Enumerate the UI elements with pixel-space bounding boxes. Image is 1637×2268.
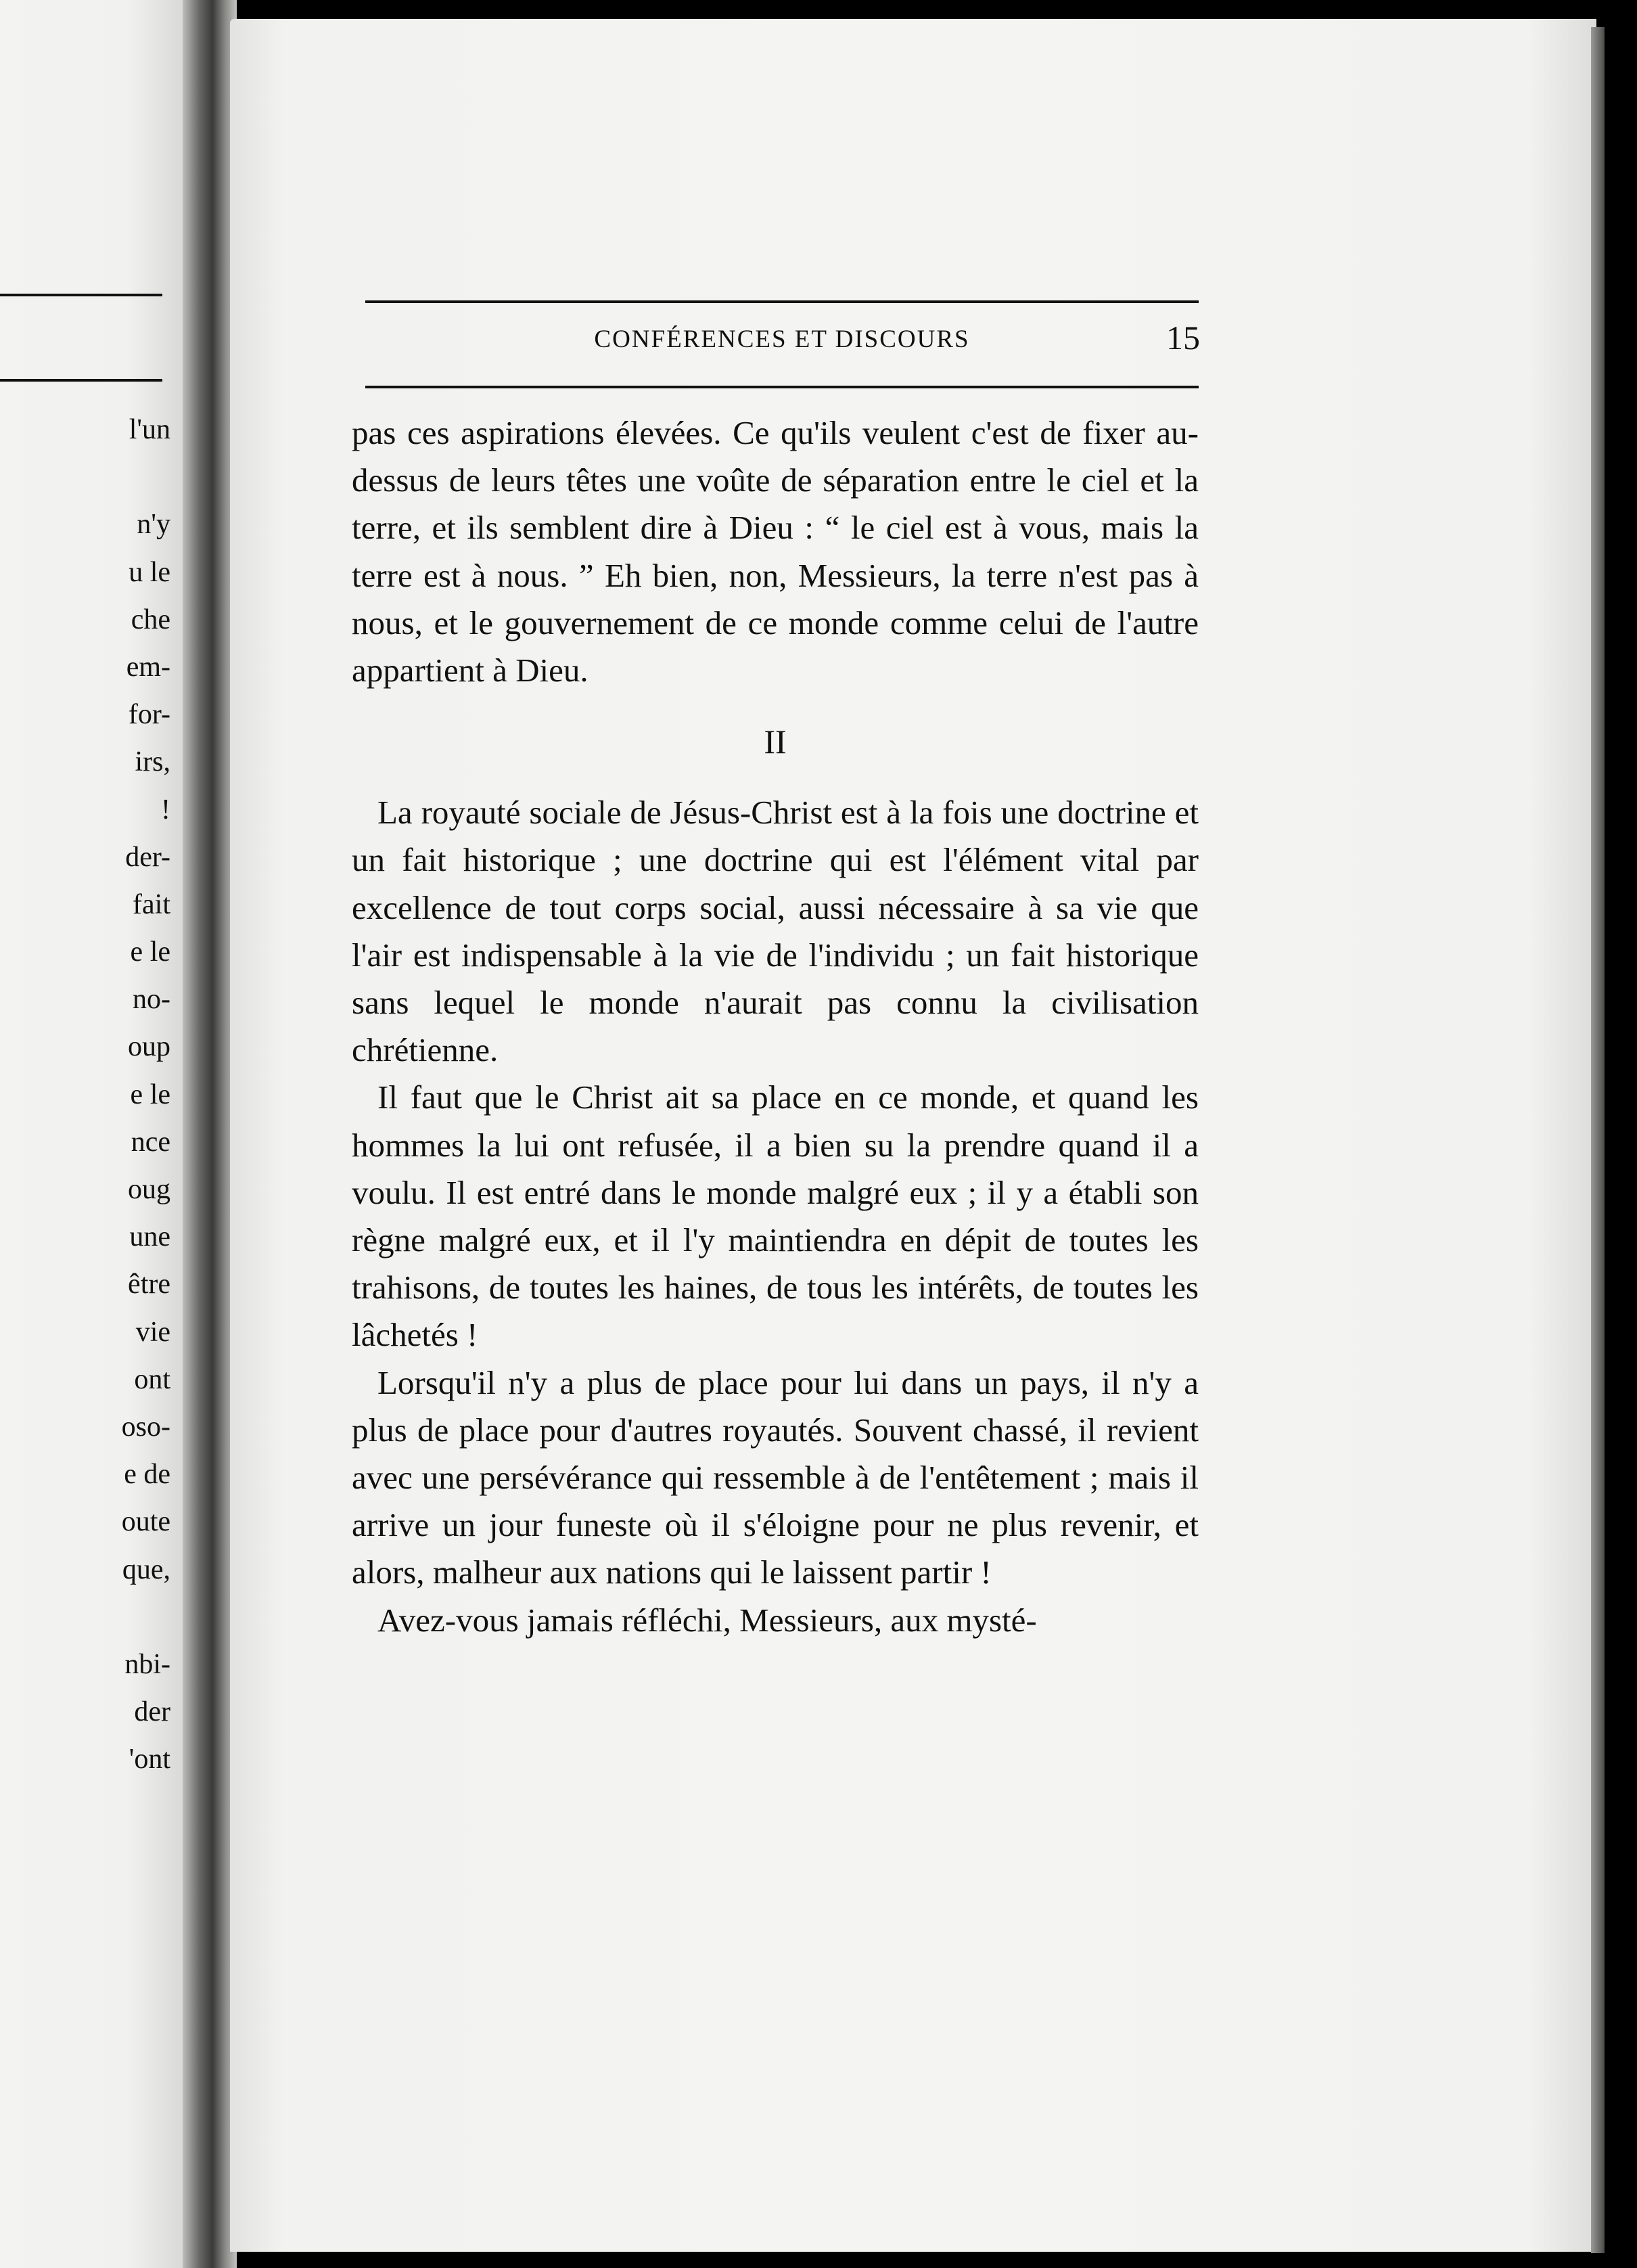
facing-line-end: l'un	[129, 414, 170, 445]
running-title: CONFÉRENCES ET DISCOURS	[594, 325, 970, 353]
page-edge	[1591, 27, 1605, 2253]
facing-line-end: oug	[128, 1174, 170, 1205]
section-heading: II	[764, 723, 787, 761]
facing-line-end: une	[129, 1221, 170, 1253]
paragraph: Lorsqu'il n'y a plus de place pour lui dans un pays, il n'y a plus de place pour d'autres royautés. Souvent chassé, il revient avec une persévérance qui ressemble à de l'entêtement ; mais il arrive un jour funeste où il s'éloigne pour ne plus revenir, et alors, malheur aux nations qui le laissent partir !	[352, 1363, 1199, 1591]
facing-line-end: em-	[126, 651, 170, 683]
facing-line-end: for-	[128, 699, 170, 731]
paragraph: Avez-vous jamais réfléchi, Messieurs, aux mysté-	[377, 1601, 1037, 1639]
facing-line-end	[0, 453, 170, 501]
header-rule-top	[365, 300, 1199, 303]
facing-line-end: vie	[135, 1316, 170, 1348]
book-gutter	[183, 0, 237, 2268]
facing-line-end: oute	[121, 1506, 170, 1538]
header-rule-bottom	[365, 386, 1199, 388]
facing-line-end: que,	[122, 1553, 170, 1585]
facing-line-end: !	[161, 794, 170, 825]
facing-line-end: 'ont	[129, 1744, 170, 1775]
body-text	[352, 409, 1199, 1644]
facing-line-end: u le	[129, 556, 170, 588]
facing-line-end: nce	[131, 1126, 170, 1158]
facing-line-end: che	[131, 604, 170, 635]
facing-line-end	[0, 1593, 170, 1641]
facing-line-end: e le	[130, 936, 170, 968]
facing-line-end: der-	[125, 841, 170, 873]
facing-line-end: oso-	[121, 1411, 170, 1443]
facing-line-ends	[0, 406, 170, 1783]
facing-line-end: irs,	[135, 746, 170, 778]
facing-line-end: e de	[124, 1459, 170, 1491]
facing-page	[0, 0, 183, 2268]
facing-line-end: nbi-	[124, 1648, 170, 1680]
facing-line-end: der	[134, 1696, 170, 1728]
paragraph: Il faut que le Christ ait sa place en ce monde, et quand les hommes la lui ont refusée, il a bien su la prendre quand il a voulu. Il est entré dans le monde malgré eux ; il y a établi son règne malgré eux, et il l'y maintiendra en dépit de toutes les trahisons, de toutes les haines, de tous les intérêts, de toutes les lâchetés !	[352, 1079, 1199, 1354]
paragraph: La royauté sociale de Jésus-Christ est à la fois une doctrine et un fait historique ; une doctrine qui est l'élément vital par excellence de tout corps social, aussi nécessaire à sa vie que l'air est indispensable à la vie de l'individu ; un fait historique sans lequel le monde n'aurait pas connu la civilisation chrétienne.	[352, 794, 1199, 1069]
facing-line-end: no-	[133, 984, 170, 1016]
paragraph: pas ces aspirations élevées. Ce qu'ils veulent c'est de fixer au-dessus de leurs têtes une voûte de séparation entre le ciel et la terre, et ils semblent dire à Dieu : “ le ciel est à vous, mais la terre est à nous. ” Eh bien, non, Messieurs, la terre n'est pas à nous, et le gouvernement de ce monde comme celui de l'autre appartient à Dieu.	[352, 414, 1199, 689]
facing-line-end: oup	[128, 1031, 170, 1063]
facing-header-rule-bottom	[0, 379, 162, 382]
facing-line-end: être	[128, 1269, 170, 1300]
facing-line-end: fait	[133, 888, 170, 920]
facing-line-end: n'y	[137, 509, 170, 541]
facing-header-rule-top	[0, 294, 162, 296]
page-number: 15	[1166, 319, 1200, 357]
facing-line-end: e le	[130, 1079, 170, 1110]
facing-line-end: ont	[134, 1363, 170, 1395]
